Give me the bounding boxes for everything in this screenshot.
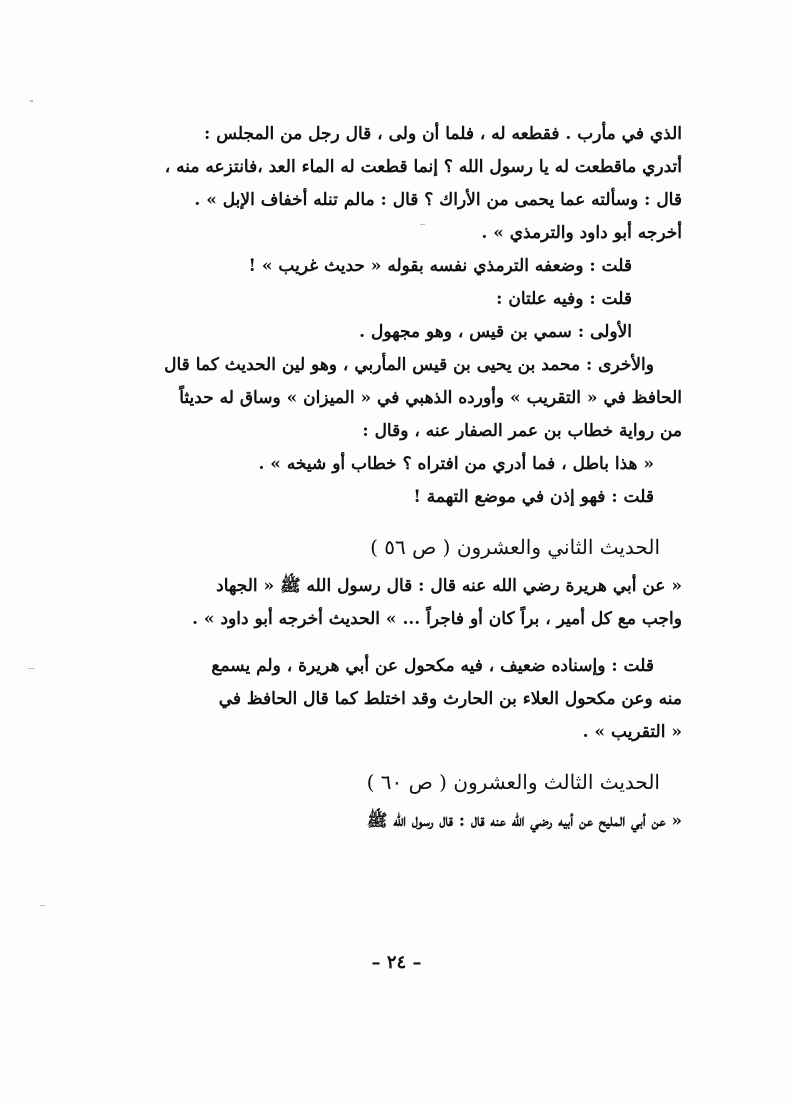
body-line: قلت : وفيه علتان : xyxy=(496,289,632,309)
body-line: قلت : وضعفه الترمذي نفسه بقوله « حديث غريب » ! xyxy=(248,256,632,276)
body-line: أتدري ماقطعت له يا رسول الله ؟ إنما قطعت له الماء العد ،فانتزعه منه ، xyxy=(164,157,682,177)
body-line: من رواية خطاب بن عمر الصفار عنه ، وقال : xyxy=(362,421,682,441)
body-line: « التقريب » . xyxy=(582,722,682,742)
body-line: أخرجه أبو داود والترمذي » . xyxy=(481,223,682,243)
body-line: « عن أبي المليح عن أبيه رضي الله عنه قال : قال رسول الله ﷺ xyxy=(366,811,682,831)
body-line: الحافظ في « التقريب » وأورده الذهبي في « الميزان » وساق له حديثاً xyxy=(179,388,682,408)
body-line: الذي في مأرب . فقطعه له ، فلما أن ولى ، قال رجل من المجلس : xyxy=(204,124,682,144)
section-heading: الحديث الثالث والعشرون ( ص ٦٠ ) xyxy=(366,770,660,794)
document-body xyxy=(70,118,682,838)
scan-speck xyxy=(30,100,33,102)
body-line: والأخرى : محمد بن يحيى بن قيس المأربي ، وهو لين الحديث كما قال xyxy=(164,355,654,375)
scan-speck xyxy=(28,668,34,669)
body-line: « عن أبي هريرة رضي الله عنه قال : قال رسول الله ﷺ « الجهاد xyxy=(216,576,682,596)
page-number: – ٢٤ – xyxy=(371,952,422,973)
scan-speck xyxy=(40,905,45,906)
quoted-line: « هذا باطل ، فما أدري من افتراه ؟ خطاب أو شيخه » . xyxy=(258,454,654,474)
body-line: الأولى : سمي بن قيس ، وهو مجهول . xyxy=(359,322,632,342)
body-line: قال : وسألته عما يحمى من الأراك ؟ قال : مالم تنله أخفاف الإبل » . xyxy=(194,190,682,210)
section-heading: الحديث الثاني والعشرون ( ص ٥٦ ) xyxy=(370,535,660,559)
body-line: منه وعن مكحول العلاء بن الحارث وقد اختلط كما قال الحافظ في xyxy=(218,689,682,709)
body-line: واجب مع كل أمير ، براً كان أو فاجراً ... » الحديث أخرجه أبو داود » . xyxy=(192,609,682,629)
body-line: قلت : فهو إذن في موضع التهمة ! xyxy=(413,487,654,507)
body-line: قلت : وإسناده ضعيف ، فيه مكحول عن أبي هريرة ، ولم يسمع xyxy=(211,656,654,676)
